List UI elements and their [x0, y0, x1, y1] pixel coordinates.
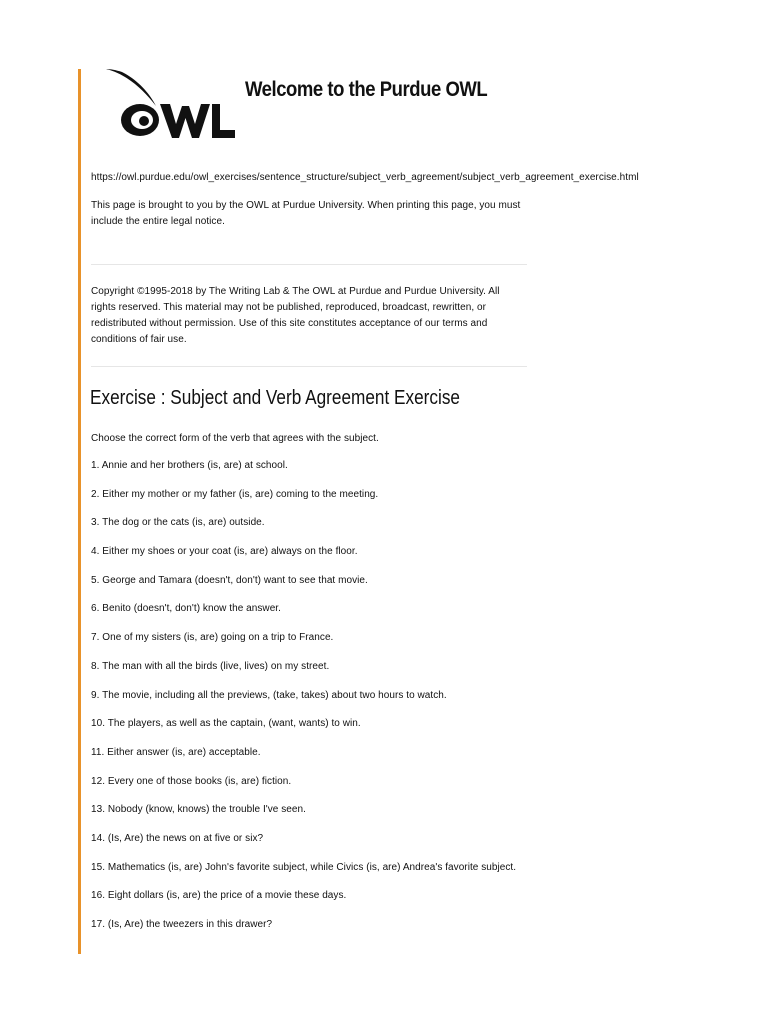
question-item: 12. Every one of those books (is, are) fiction. [91, 775, 292, 787]
question-item: 7. One of my sisters (is, are) going on a trip to France. [91, 632, 334, 644]
question-item: 6. Benito (doesn't, don't) know the answer. [91, 603, 281, 615]
copyright-notice: Copyright ©1995-2018 by The Writing Lab & The OWL at Purdue and Purdue University. All rights reserved. This material may not be published, reproduced, broadcast, rewritten, or redistributed without permission. Use of this site constitutes acceptance of our terms and conditions of fair use. [91, 286, 500, 345]
question-item: 17. (Is, Are) the tweezers in this drawer? [91, 919, 273, 930]
question-item: 5. George and Tamara (doesn't, don't) want to see that movie. [91, 574, 368, 586]
question-item: 3. The dog or the cats (is, are) outside. [91, 517, 265, 529]
owl-logo-swoosh [106, 69, 156, 106]
owl-logo [104, 66, 236, 158]
question-item: 16. Eight dollars (is, are) the price of a movie these days. [91, 890, 347, 902]
exercise-instruction: Choose the correct form of the verb that agrees with the subject. [91, 433, 379, 444]
divider-bottom [91, 366, 527, 367]
question-item: 10. The players, as well as the captain, (want, wants) to win. [91, 718, 361, 730]
question-item: 1. Annie and her brothers (is, are) at school. [91, 460, 288, 471]
owl-logo-l [212, 104, 235, 138]
page-url: https://owl.purdue.edu/owl_exercises/sentence_structure/subject_verb_agreement/subject_verb_agreement_exercise.html [91, 172, 639, 183]
owl-logo-w [160, 104, 210, 138]
question-item: 15. Mathematics (is, are) John's favorite subject, while Civics (is, are) Andrea's favorite subject. [91, 861, 517, 873]
question-item: 9. The movie, including all the previews, (take, takes) about two hours to watch. [91, 689, 447, 701]
question-list [91, 458, 516, 946]
question-item: 8. The man with all the birds (live, lives) on my street. [91, 660, 330, 672]
question-item: 2. Either my mother or my father (is, are) coming to the meeting. [91, 488, 379, 500]
legal-notice: This page is brought to you by the OWL at Purdue University. When printing this page, you must include the entire legal notice. [91, 200, 521, 227]
owl-logo-pupil [139, 116, 149, 126]
question-item: 4. Either my shoes or your coat (is, are) always on the floor. [91, 546, 358, 558]
divider-top [91, 264, 527, 265]
question-item: 14. (Is, Are) the news on at five or six? [91, 832, 264, 844]
exercise-title: Exercise : Subject and Verb Agreement Exercise [90, 387, 461, 409]
page-title: Welcome to the Purdue OWL [245, 78, 488, 101]
question-item: 13. Nobody (know, knows) the trouble I've seen. [91, 804, 306, 816]
question-item: 11. Either answer (is, are) acceptable. [91, 746, 261, 758]
left-accent-bar [78, 69, 81, 954]
